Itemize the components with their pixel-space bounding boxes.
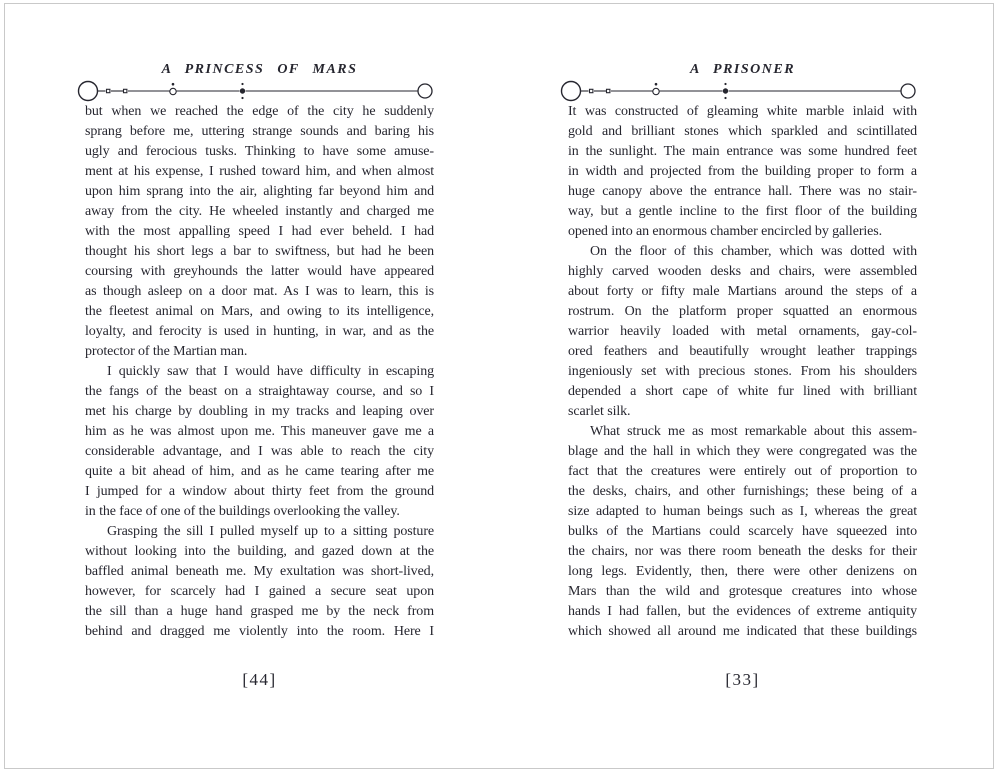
text-line: as though asleep on a door mat. As I was to learn, this is [85,284,434,299]
text-line: On the floor of this chamber, which was dotted with [590,244,917,259]
page-body-text [568,102,917,642]
page-number: [33] [725,670,760,689]
text-line: the desks, chairs, and other furnishings; these being of a [568,484,917,499]
text-line: Grasping the sill I pulled myself up to a sitting posture [107,524,434,539]
text-line: the chairs, nor was there room beneath the desks for their [568,544,917,559]
text-line: the fleetest animal on Mars, and owing to its intelligence, [85,304,434,319]
text-line: bulks of the Martians could scarcely have squeezed into [568,524,917,539]
text-line: in width and projected from the building proper to form a [568,164,917,179]
text-line: coursing with greyhounds the latter would have appeared [85,264,434,279]
text-line: about forty or fifty male Martians around the steps of a [568,284,917,299]
text-line: the fangs of the beast on a straightaway course, and so I [85,384,434,399]
text-line: huge canopy above the entrance hall. There was no stair- [568,184,917,199]
text-line: way, but a gentle incline to the first floor of the building [568,204,917,219]
text-line: quite a bit ahead of him, and as he came tearing after me [85,464,434,479]
page-body-text [85,102,434,642]
text-line: I jumped for a window about thirty feet from the ground [85,484,434,499]
text-line: the sill than a huge hand grasped me by the neck from [85,604,434,619]
text-line: gold and brilliant stones which sparkled and scintillated [568,124,917,139]
text-line: opened into an enormous chamber encircled by galleries. [568,224,883,239]
text-line: scarlet silk. [568,404,631,419]
text-line: I quickly saw that I would have difficulty in escaping [107,364,434,379]
text-line: him as he was almost upon me. This maneuver gave me a [85,424,434,439]
left-page [85,60,434,690]
chapter-rule-icon [77,80,435,102]
running-head-title: A PRINCESS OF MARS [161,62,358,77]
text-line: loyalty, and ferocity is used in hunting, in war, and as the [85,324,434,339]
text-line: warrior heavily loaded with metal ornaments, gay-col- [568,324,917,339]
text-line: Mars than the wild and grotesque creatures into whose [568,584,917,599]
text-line: long legs. Evidently, then, there were other denizens on [568,564,917,579]
text-line: sprang before me, uttering strange sounds and baring his [85,124,434,139]
running-head-title: A PRISONER [689,62,796,77]
text-line: fact that the creatures were entirely out of proportion to [568,464,917,479]
text-line: hands I had fallen, but the evidences of extreme antiquity [568,604,917,619]
text-line: ugly and ferocious tusks. Thinking to have some amuse- [85,144,434,159]
text-line: depended a short cape of white fur lined with brilliant [568,384,917,399]
text-line: away from the city. He wheeled instantly and charged me [85,204,434,219]
text-line: in the face of one of the buildings overlooking the valley. [85,504,400,519]
text-line: in the sunlight. The main entrance was some hundred feet [568,144,917,159]
text-line: ored feathers and beautifully wrought leather trappings [568,344,917,359]
right-page [568,60,917,690]
text-line: What struck me as most remarkable about this assem- [590,424,917,439]
text-line: size adapted to human beings such as I, whereas the great [568,504,917,519]
text-line: It was constructed of gleaming white marble inlaid with [568,104,917,119]
page-number: [44] [242,670,277,689]
text-line: ment at his expense, I rushed toward him, and when almost [85,164,434,179]
text-line: met his charge by doubling in my tracks and leaping over [85,404,434,419]
text-line: which showed all around me indicated that these buildings [568,624,917,639]
text-line: baffled animal beneath me. My exultation was short-lived, [85,564,434,579]
text-line: but when we reached the edge of the city he suddenly [85,104,434,119]
text-line: thought his short legs a bar to swiftness, but had he been [85,244,434,259]
text-line: blage and the hall in which they were congregated was the [568,444,917,459]
text-line: highly carved wooden desks and chairs, were assembled [568,264,917,279]
text-line: protector of the Martian man. [85,344,248,359]
text-line: upon him sprang into the air, alighting far beyond him and [85,184,434,199]
text-line: however, for scarcely had I gained a secure seat upon [85,584,434,599]
text-line: ingeniously set with precious stones. From his shoulders [568,364,917,379]
text-line: with the most appalling speed I had ever beheld. I had [85,224,434,239]
text-line: without looking into the building, and gazed down at the [85,544,434,559]
text-line: rostrum. On the platform proper squatted an enormous [568,304,917,319]
chapter-rule-icon [560,80,918,102]
text-line: considerable advantage, and I was able to reach the city [85,444,434,459]
text-line: behind and dragged me violently into the room. Here I [85,624,434,639]
